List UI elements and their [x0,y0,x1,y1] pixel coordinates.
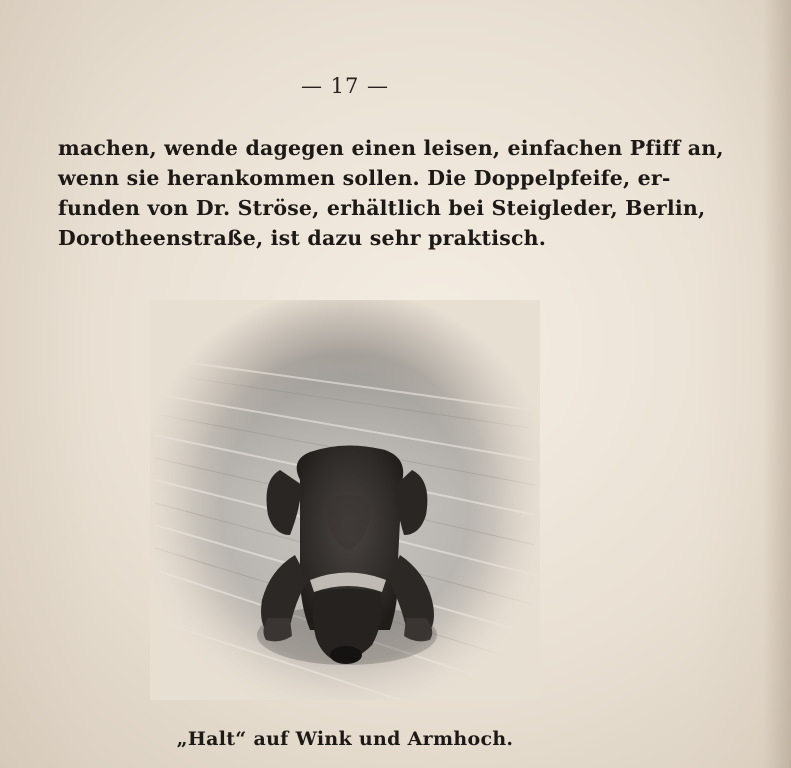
page-number: — 17 — [300,74,390,98]
spine-shadow [763,0,791,768]
figure-caption: „Halt“ auf Wink und Armhoch. [176,728,514,750]
text-line: machen, wende dagegen einen leisen, einfachen Pfiff an, [58,136,724,160]
text-line: wenn sie herankommen sollen. Die Doppelpfeife, er- [58,166,671,190]
body-paragraph [58,133,724,253]
text-line: Dorotheenstraße, ist dazu sehr praktisch. [58,226,547,250]
text-line: funden von Dr. Ströse, erhältlich bei Steigleder, Berlin, [58,196,706,220]
dog-photo [150,300,540,700]
